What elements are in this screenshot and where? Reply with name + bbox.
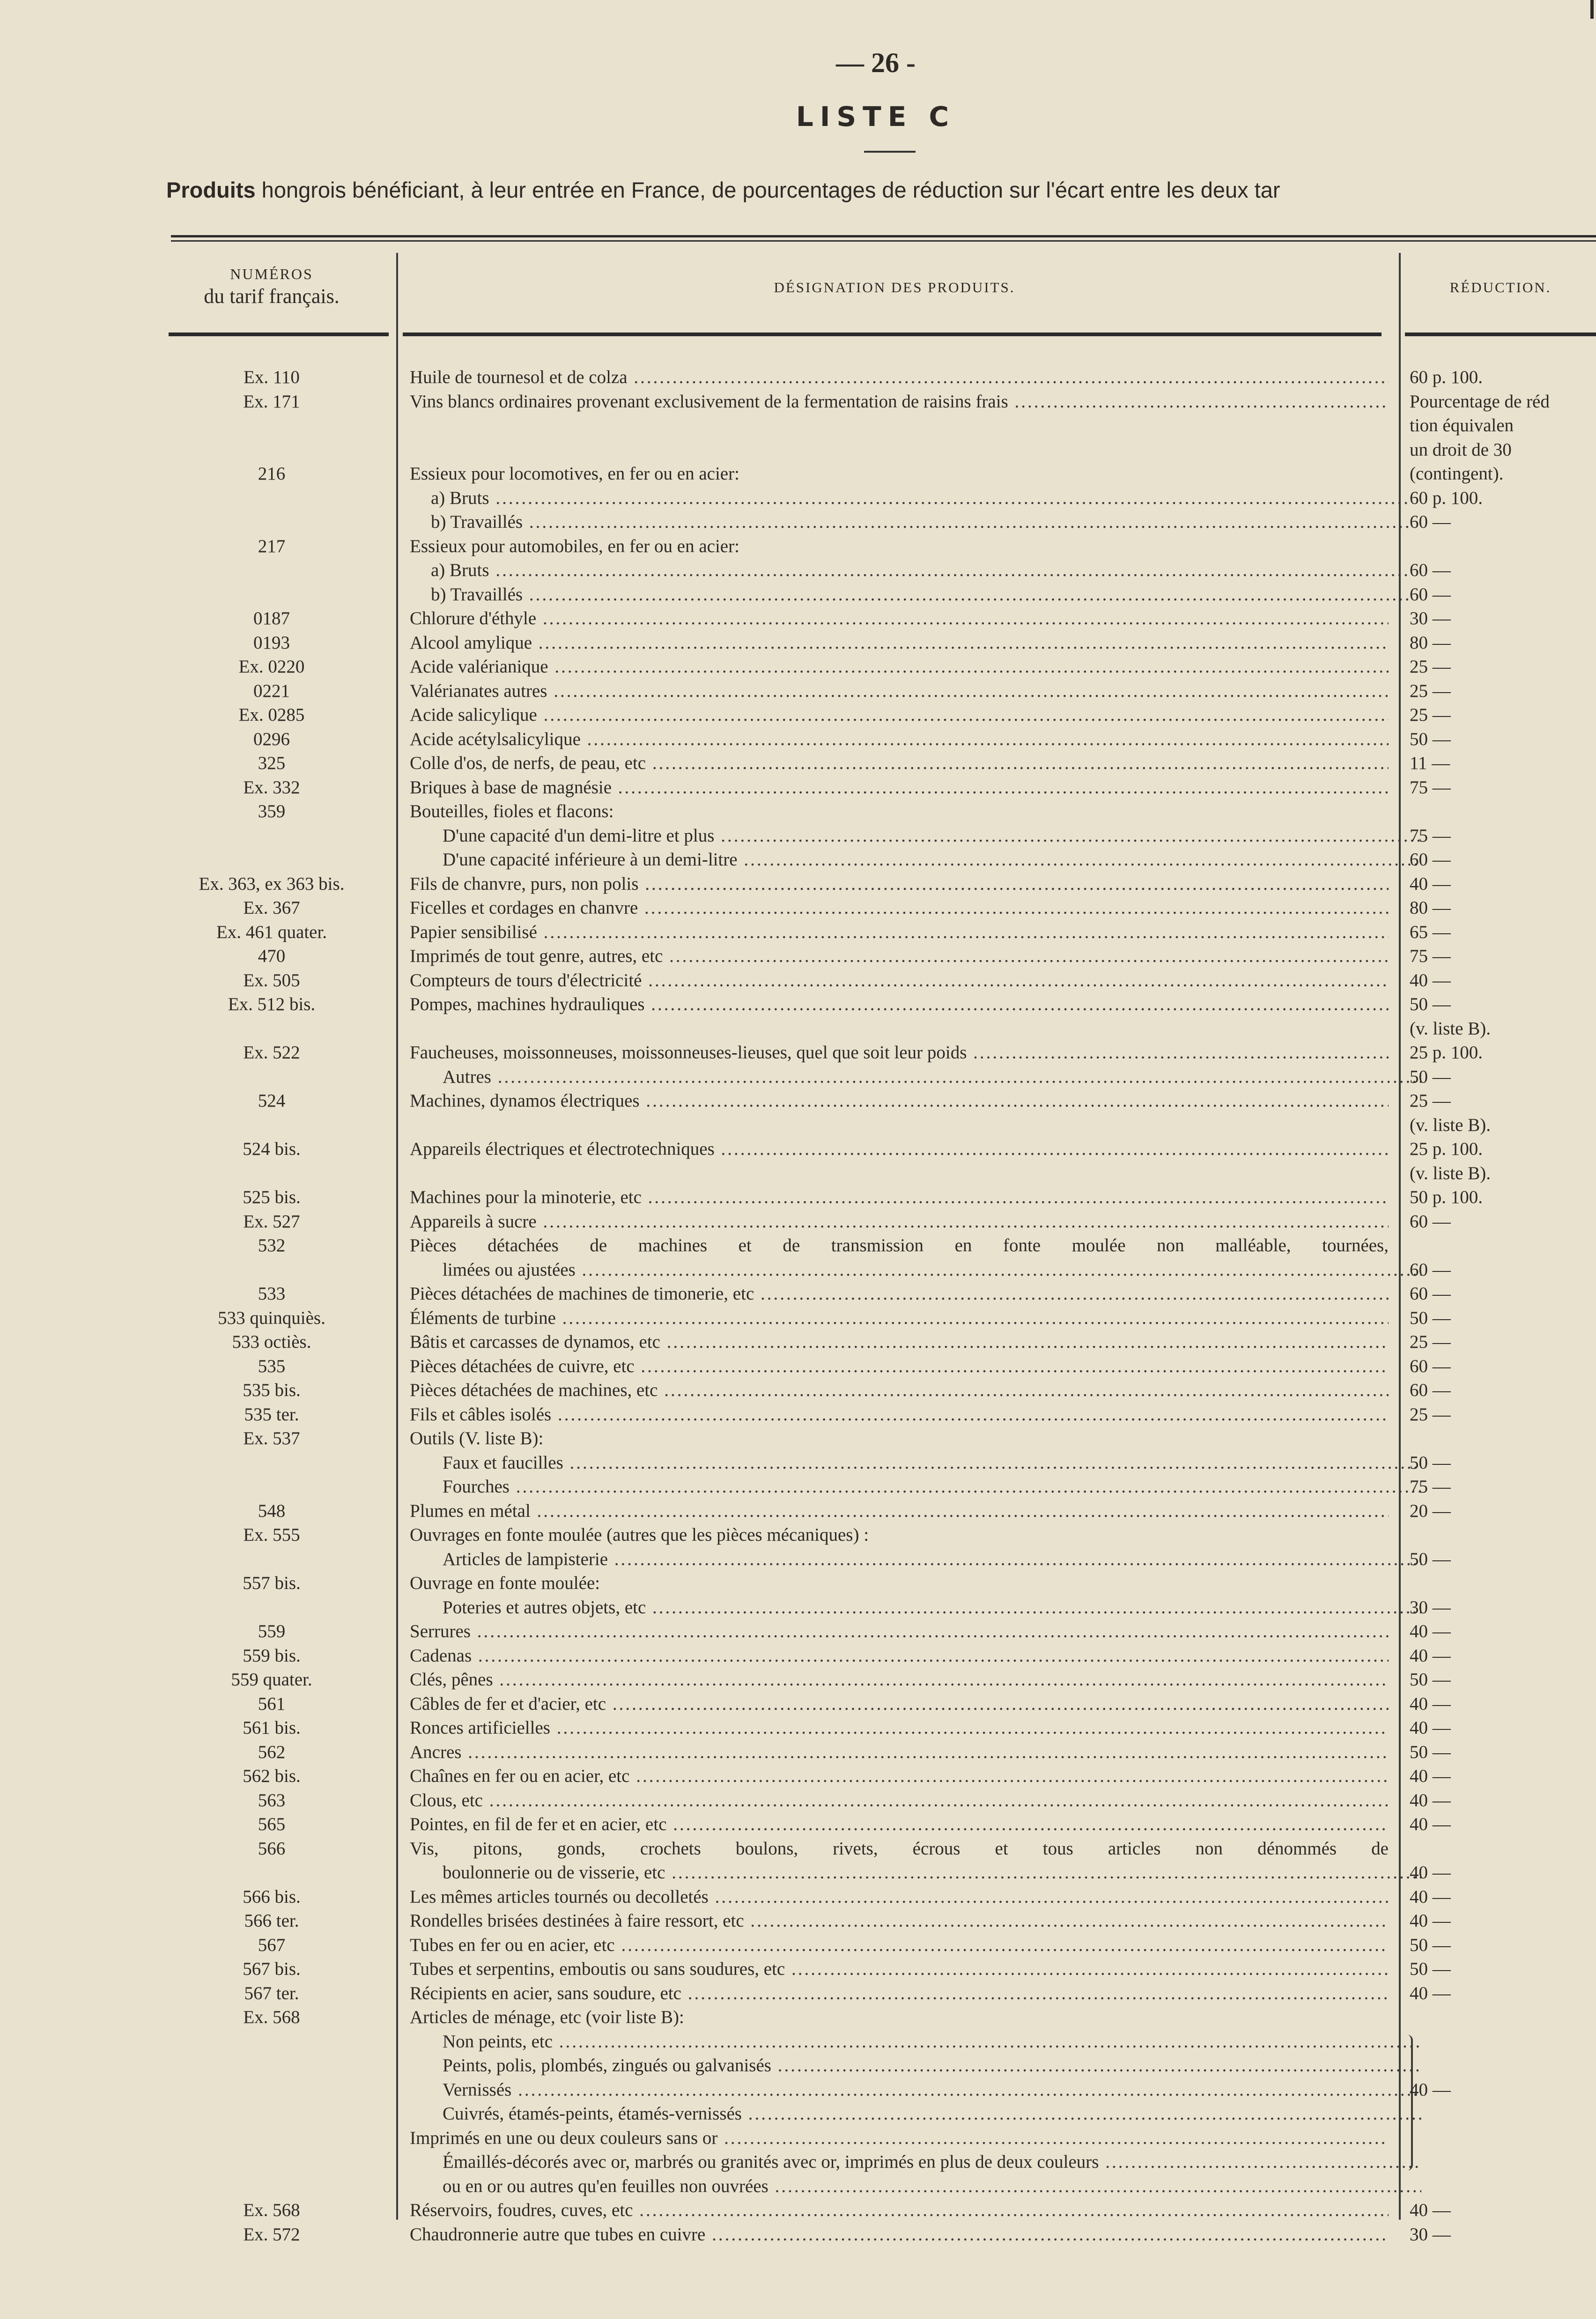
reduction-value: 50 — [1410,1669,1451,1690]
table-row [0,1330,1596,1354]
table-row [0,1909,1596,1933]
product-designation: Chaudronnerie autre que tubes en cuivre ..... [410,2223,1389,2247]
table-row [0,1233,1596,1258]
product-designation: Ancres ..... [410,1740,1389,1765]
numeros-header-line2: du tarif français. [204,285,340,308]
product-designation: Acide salicylique ..... [410,703,1389,727]
product-designation: boulonnerie ou de visserie, etc ..... [410,1861,1421,1885]
product-designation: Fils de chanvre, purs, non polis ..... [410,872,1389,896]
product-designation: Valérianates autres ..... [410,679,1389,703]
product-designation: Serrures ..... [410,1619,1389,1644]
table-row [0,1885,1596,1909]
reduction-value: 40 — [1410,1886,1451,1907]
product-designation: Rondelles brisées destinées à faire ressort, etc ..... [410,1909,1389,1933]
tariff-number: 566 bis. [243,1886,301,1907]
product-designation: ou en or ou autres qu'en feuilles non ouvrées ..... [410,2174,1421,2199]
table-row [0,1210,1596,1234]
product-designation: Acide acétylsalicylique ..... [410,727,1389,752]
subtitle-text: hongrois bénéficiant, à leur entrée en France, de pourcentages de réduction sur l'écart entre les deux tar [255,177,1280,202]
table-row [0,1354,1596,1379]
table-row [0,1981,1596,2006]
table-row [0,1571,1596,1595]
product-table [0,365,1596,2246]
product-designation: Compteurs de tours d'électricité ..... [410,968,1389,993]
table-row [0,848,1596,872]
tariff-number: 535 ter. [244,1404,299,1425]
edge-mark [1590,0,1594,19]
table-row [0,2198,1596,2223]
table-row [0,2053,1596,2078]
table-row [0,583,1596,607]
product-designation: Clous, etc ..... [410,1788,1389,1813]
product-designation: Plumes en métal ..... [410,1499,1389,1523]
subtitle-bold-word: Produits [166,177,256,202]
tariff-number: 532 [258,1235,286,1256]
product-designation: Fourches ..... [410,1475,1421,1499]
header-underline-numeros [169,332,389,336]
table-row [0,1451,1596,1475]
reduction-value: 25 p. 100. [1410,1042,1483,1063]
table-row [0,1788,1596,1813]
reduction-value: 50 — [1410,1959,1451,1979]
product-designation: Bâtis et carcasses de dynamos, etc ..... [410,1330,1389,1354]
product-designation: Pompes, machines hydrauliques ..... [410,992,1389,1017]
tariff-number: Ex. 505 [243,970,300,990]
reduction-value: 20 — [1410,1500,1451,1521]
tariff-number: Ex. 537 [243,1428,300,1448]
page-title: LISTE C [796,101,956,133]
tariff-number: Ex. 110 [244,367,300,387]
tariff-number: Ex. 0220 [238,657,305,677]
reduction-value: (v. liste B). [1410,1018,1491,1039]
reduction-value: 40 — [1410,1621,1451,1641]
reduction-value: 65 — [1410,922,1451,942]
table-row [0,944,1596,968]
table-row [0,1716,1596,1740]
table-row [0,751,1596,775]
table-row [0,2150,1596,2174]
tariff-number: 0187 [253,608,290,628]
tariff-number: 561 bis. [243,1718,301,1738]
reduction-value: 50 — [1410,1066,1451,1087]
table-row [0,1089,1596,1113]
product-designation: Pièces détachées de cuivre, etc ..... [410,1354,1389,1379]
product-designation: Fils et câbles isolés ..... [410,1403,1389,1427]
product-designation: Peints, polis, plombés, zingués ou galvanisés ..... [410,2053,1421,2078]
product-designation: Clés, pênes ..... [410,1668,1389,1692]
tariff-number: Ex. 522 [243,1042,300,1063]
tariff-number: 566 ter. [244,1911,299,1931]
table-row [0,1185,1596,1210]
product-designation: Non peints, etc ..... [410,2030,1421,2054]
reduction-value: Pourcentage de réd [1410,391,1550,412]
table-row [0,1523,1596,1547]
table-row [0,1041,1596,1065]
product-designation: Tubes en fer ou en acier, etc ..... [410,1933,1389,1957]
product-designation: Les mêmes articles tournés ou decolletés ..... [410,1885,1389,1909]
tariff-number: 562 [258,1742,286,1762]
product-designation: Huile de tournesol et de colza ..... [410,365,1389,390]
table-row [0,896,1596,920]
reduction-value: 50 — [1410,1452,1451,1473]
reduction-value: 25 — [1410,705,1451,725]
tariff-number: Ex. 555 [243,1525,300,1545]
tariff-number: 565 [258,1814,286,1834]
tariff-number: Ex. 0285 [238,705,305,725]
table-row [0,365,1596,390]
product-designation: Imprimés de tout genre, autres, etc ..... [410,944,1389,968]
product-designation: a) Bruts ..... [410,558,1410,583]
product-designation: Ficelles et cordages en chanvre ..... [410,896,1389,920]
product-designation: Machines pour la minoterie, etc ..... [410,1185,1389,1210]
product-designation: Pointes, en fil de fer et en acier, etc ..... [410,1812,1389,1837]
page-number: — 26 - [836,47,916,78]
table-row [0,1161,1596,1186]
product-designation: Briques à base de magnésie ..... [410,775,1389,800]
product-designation: Vernissés ..... [410,2078,1421,2102]
table-row [0,1861,1596,1885]
tariff-number: 567 ter. [244,1983,299,2003]
table-row [0,462,1596,486]
product-designation: Outils (V. liste B): [410,1428,544,1448]
reduction-value: 60 p. 100. [1410,367,1483,387]
table-row [0,2174,1596,2199]
table-row [0,1812,1596,1837]
table-row [0,799,1596,824]
table-row [0,606,1596,631]
reduction-value: 40 — [1410,2200,1451,2220]
tariff-number: Ex. 367 [243,898,300,918]
reduction-value: 30 — [1410,2224,1451,2245]
table-row [0,2223,1596,2247]
tariff-number: Ex. 568 [243,2200,300,2220]
reduction-value: 80 — [1410,898,1451,918]
tariff-number: 562 bis. [243,1766,301,1786]
product-designation: D'une capacité d'un demi-litre et plus ..... [410,824,1421,848]
reduction-value: 40 — [1410,1911,1451,1931]
table-row [0,1258,1596,1282]
tariff-number: 535 [258,1356,286,1376]
tariff-number: 533 octiès. [232,1332,311,1352]
reduction-value: 25 — [1410,1332,1451,1352]
table-row [0,414,1596,438]
page-subtitle [166,177,1596,203]
reduction-value: 50 — [1410,1549,1451,1569]
product-designation: Poteries et autres objets, etc ..... [410,1595,1421,1620]
tariff-number: 359 [258,801,286,821]
table-row [0,1644,1596,1668]
reduction-value: 60 — [1410,1211,1451,1232]
reduction-value: 40 — [1410,1790,1451,1810]
reduction-value: 50 — [1410,729,1451,749]
reduction-value: un droit de 30 [1410,439,1512,460]
tariff-number: Ex. 512 bis. [228,994,316,1014]
tariff-number: 548 [258,1500,286,1521]
product-designation: Ronces artificielles ..... [410,1716,1389,1740]
product-designation: Articles de ménage, etc (voir liste B): [410,2007,684,2027]
numeros-header-line1: NUMÉROS [230,266,313,282]
table-row [0,486,1596,510]
header-rule [171,235,1596,242]
product-designation: Éléments de turbine ..... [410,1306,1389,1330]
reduction-value: 25 p. 100. [1410,1139,1483,1159]
reduction-value: 60 — [1410,849,1451,870]
reduction-value: 40 — [1410,1814,1451,1834]
table-row [0,2102,1596,2126]
product-designation: Pièces détachées de machines de timonerie, etc ..... [410,1282,1389,1306]
tariff-number: 559 [258,1621,286,1641]
product-designation: Imprimés en une ou deux couleurs sans or ..... [410,2126,1389,2150]
table-row [0,2005,1596,2030]
table-row [0,390,1596,414]
table-row [0,1933,1596,1957]
tariff-number: 561 [258,1693,286,1714]
reduction-value: 40 — [1410,970,1451,990]
product-designation: Tubes et serpentins, emboutis ou sans soudures, etc ..... [410,1957,1389,1981]
tariff-number: 0296 [253,729,290,749]
product-designation: Bouteilles, fioles et flacons: [410,801,614,821]
table-row [0,703,1596,727]
tariff-number: Ex. 332 [243,777,300,798]
reduction-value: 11 — [1410,753,1450,773]
product-designation: Ouvrage en fonte moulée: [410,1573,600,1593]
tariff-number: 0193 [253,632,290,653]
table-row [0,438,1596,462]
product-designation: Ouvrages en fonte moulée (autres que les pièces mécaniques) : [410,1525,869,1545]
table-row [0,1837,1596,1861]
reduction-value: (v. liste B). [1410,1115,1491,1135]
tariff-number: 325 [258,753,286,773]
table-row [0,1065,1596,1089]
table-row [0,679,1596,703]
reduction-value: 25 — [1410,1091,1451,1111]
reduction-value: 40 — [1410,1693,1451,1714]
product-designation: D'une capacité inférieure à un demi-litre ..... [410,848,1421,872]
product-designation: Cuivrés, étamés-peints, étamés-vernissés ..... [410,2102,1421,2126]
table-row [0,968,1596,993]
product-designation: Articles de lampisterie ..... [410,1547,1421,1572]
table-row [0,1668,1596,1692]
table-row [0,1475,1596,1499]
reduction-value: (contingent). [1410,464,1504,484]
column-header-designation: DÉSIGNATION DES PRODUITS. [774,279,1015,295]
table-row [0,2030,1596,2054]
reduction-value: 50 — [1410,1935,1451,1955]
tariff-number: 557 bis. [243,1573,301,1593]
product-designation: Récipients en acier, sans soudure, etc ..... [410,1981,1389,2006]
reduction-value: 60 — [1410,1259,1451,1280]
reduction-value: 60 — [1410,1284,1451,1304]
header-underline-designation [403,332,1382,336]
reduction-value: (v. liste B). [1410,1163,1491,1183]
table-row [0,1113,1596,1137]
product-designation: limées ou ajustées ..... [410,1258,1421,1282]
product-designation: Appareils électriques et électrotechniques ..... [410,1137,1389,1161]
product-designation: Vis, pitons, gonds, crochets boulons, rivets, écrous et tous articles non dénommés de [410,1838,1389,1859]
tariff-number: 559 bis. [243,1645,301,1666]
product-designation: a) Bruts ..... [410,486,1410,510]
product-designation: Colle d'os, de nerfs, de peau, etc ..... [410,751,1389,775]
reduction-value: 75 — [1410,825,1451,846]
tariff-number: Ex. 461 quater. [216,922,327,942]
header-underline-reduction [1405,332,1596,336]
tariff-number: 217 [258,536,286,556]
tariff-number: 470 [258,946,286,966]
reduction-value: 50 — [1410,994,1451,1014]
reduction-value: 60 — [1410,1356,1451,1376]
reduction-value: 60 — [1410,1380,1451,1400]
product-designation: Pièces détachées de machines, etc ..... [410,1378,1389,1403]
tariff-number: 567 bis. [243,1959,301,1979]
tariff-number: 566 [258,1838,286,1859]
product-designation: Chaînes en fer ou en acier, etc ..... [410,1764,1389,1788]
reduction-value: 40 — [1410,2079,1451,2100]
tariff-number: Ex. 171 [243,391,300,412]
reduction-value: 25 — [1410,657,1451,677]
tariff-number: 525 bis. [243,1187,301,1207]
product-designation: Autres ..... [410,1065,1421,1089]
tariff-number: 559 quater. [231,1669,312,1690]
reduction-value: 25 — [1410,680,1451,701]
product-designation: Cadenas ..... [410,1644,1389,1668]
table-row [0,1764,1596,1788]
reduction-value: 50 — [1410,1307,1451,1328]
table-row [0,1595,1596,1620]
table-row [0,1619,1596,1644]
table-row [0,1547,1596,1572]
table-row [0,1499,1596,1523]
tariff-number: 567 [258,1935,286,1955]
table-row [0,534,1596,559]
table-row [0,920,1596,945]
tariff-number: 535 bis. [243,1380,301,1400]
table-row [0,727,1596,752]
reduction-value: 40 — [1410,1983,1451,2003]
column-header-numeros [169,265,375,309]
table-row [0,558,1596,583]
product-designation: Appareils à sucre ..... [410,1210,1389,1234]
product-designation: Faucheuses, moissonneuses, moissonneuses-lieuses, quel que soit leur poids ..... [410,1041,1389,1065]
reduction-value: 75 — [1410,777,1451,798]
table-row [0,1957,1596,1981]
tariff-number: Ex. 568 [243,2007,300,2027]
tariff-number: Ex. 527 [243,1211,300,1232]
reduction-value: tion équivalen [1410,415,1514,436]
product-designation: Pièces détachées de machines et de transmission en fonte moulée non malléable, tournées, [410,1235,1389,1256]
column-header-reduction: RÉDUCTION. [1449,279,1552,295]
product-designation: Faux et faucilles ..... [410,1451,1421,1475]
table-row [0,655,1596,679]
table-row [0,2078,1596,2102]
product-designation: Acide valérianique ..... [410,655,1389,679]
table-row [0,1740,1596,1765]
product-designation: Essieux pour automobiles, en fer ou en acier: [410,536,739,556]
table-row [0,510,1596,534]
reduction-value: 75 — [1410,946,1451,966]
table-row [0,1017,1596,1041]
product-designation: Vins blancs ordinaires provenant exclusivement de la fermentation de raisins frais ..... [410,390,1389,414]
reduction-value: 50 — [1410,1742,1451,1762]
reduction-value: 30 — [1410,1597,1451,1617]
product-designation: Chlorure d'éthyle ..... [410,606,1389,631]
reduction-value: 60 — [1410,584,1451,605]
tariff-number: 0221 [253,680,290,701]
reduction-value: 60 p. 100. [1410,487,1483,508]
reduction-value: 25 — [1410,1404,1451,1425]
product-designation: Essieux pour locomotives, en fer ou en acier: [410,464,739,484]
table-row [0,775,1596,800]
tariff-number: Ex. 363, ex 363 bis. [199,873,345,894]
reduction-value: 50 p. 100. [1410,1187,1483,1207]
reduction-value: 40 — [1410,1718,1451,1738]
table-row [0,1426,1596,1451]
reduction-value: 40 — [1410,1645,1451,1666]
tariff-number: 216 [258,464,286,484]
reduction-value: 30 — [1410,608,1451,628]
product-designation: b) Travaillés ..... [410,583,1410,607]
table-row [0,1137,1596,1161]
table-row [0,1282,1596,1306]
product-designation: Émaillés-décorés avec or, marbrés ou granités avec or, imprimés en plus de deux couleurs ..... [410,2150,1421,2174]
tariff-number: 524 [258,1091,286,1111]
tariff-number: 533 [258,1284,286,1304]
product-designation: b) Travaillés ..... [410,510,1410,534]
product-designation: Papier sensibilisé ..... [410,920,1389,945]
table-row [0,2126,1596,2150]
table-row [0,1378,1596,1403]
reduction-value: 40 — [1410,873,1451,894]
table-row [0,824,1596,848]
tariff-number: 524 bis. [243,1139,301,1159]
reduction-value: 60 — [1410,512,1451,532]
product-designation: Câbles de fer et d'acier, etc ..... [410,1692,1389,1716]
reduction-value: 80 — [1410,632,1451,653]
table-row [0,1403,1596,1427]
tariff-number: 563 [258,1790,286,1810]
reduction-value: 75 — [1410,1477,1451,1497]
reduction-value: 40 — [1410,1862,1451,1883]
product-designation: Machines, dynamos électriques ..... [410,1089,1389,1113]
product-designation: Alcool amylique ..... [410,631,1389,655]
table-row [0,1306,1596,1330]
reduction-value: 40 — [1410,1766,1451,1786]
table-row [0,872,1596,896]
table-row [0,992,1596,1017]
tariff-number: 533 quinquiès. [218,1307,325,1328]
table-row [0,631,1596,655]
table-row [0,1692,1596,1716]
product-designation: Réservoirs, foudres, cuves, etc ..... [410,2198,1389,2223]
title-rule [864,151,916,153]
reduction-value: 60 — [1410,560,1451,580]
tariff-number: Ex. 572 [243,2224,300,2245]
